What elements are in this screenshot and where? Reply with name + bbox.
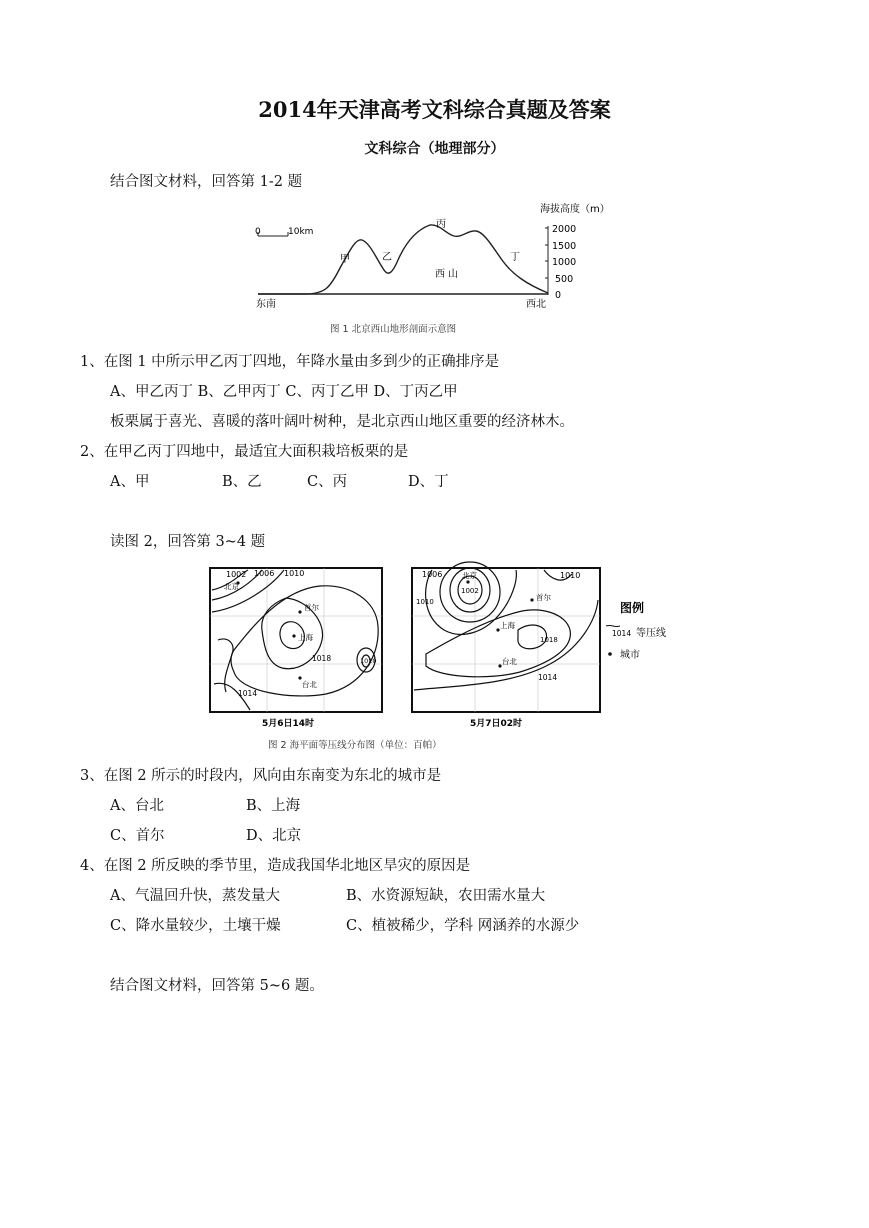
fig1-point-yi: 乙 bbox=[382, 252, 392, 263]
question-2-option-d: D、丁 bbox=[408, 474, 449, 490]
fig2-map1-isobar-1014: 1014 bbox=[238, 689, 258, 698]
fig2-map2-city-shanghai: 上海 bbox=[500, 621, 515, 630]
fig2-map1-isobar-1006: 1006 bbox=[254, 569, 275, 578]
fig2-caption: 图 2 海平面等压线分布图（单位：百帕） bbox=[268, 740, 442, 751]
fig1-region-label: 西 山 bbox=[435, 269, 459, 280]
fig1-point-ding: 丁 bbox=[510, 252, 520, 263]
fig2-map2-isobar-1014: 1014 bbox=[538, 673, 558, 682]
fig2-map2-time: 5月7日02时 bbox=[470, 719, 523, 729]
city-dot-icon bbox=[608, 652, 612, 656]
fig2-map2-city-beijing: 北京 bbox=[462, 571, 477, 580]
fig1-tick-1000: 1000 bbox=[552, 257, 577, 268]
fig1-caption: 图 1 北京西山地形剖面示意图 bbox=[330, 324, 457, 335]
fig2-legend bbox=[606, 600, 666, 661]
fig2-map1-isobar-1010-high: 1010 bbox=[360, 657, 377, 665]
fig1-right-direction: 西北 bbox=[526, 299, 546, 310]
question-1-options: A、甲乙丙丁 B、乙甲丙丁 C、丙丁乙甲 D、丁丙乙甲 bbox=[110, 384, 458, 400]
fig2-map2-isobar-1018: 1018 bbox=[540, 636, 558, 644]
svg-text:0: 0 bbox=[255, 227, 261, 237]
fig2-map1-city-shanghai: 上海 bbox=[298, 633, 313, 642]
question-4-option-d: C、植被稀少，学科 网涵养的水源少 bbox=[346, 918, 580, 934]
fig1-point-jia: 甲 bbox=[340, 254, 350, 265]
fig2-map2-city-seoul: 首尔 bbox=[536, 593, 551, 602]
fig2-map2-isobar-1006: 1006 bbox=[422, 570, 443, 579]
fig2-map-2 bbox=[412, 562, 600, 729]
intro-questions-5-6: 结合图文材料，回答第 5~6 题。 bbox=[110, 978, 324, 994]
question-2-option-c: C、丙 bbox=[307, 474, 348, 490]
fig2-map-1 bbox=[210, 568, 382, 729]
fig2-map1-city-taipei: 台北 bbox=[302, 680, 317, 689]
fig1-left-direction: 东南 bbox=[256, 299, 276, 310]
question-3-option-c: C、首尔 bbox=[110, 828, 165, 844]
fig1-tick-500: 500 bbox=[555, 274, 574, 285]
fig1-scale-label: 10km bbox=[288, 227, 314, 237]
question-4-option-c: C、降水量较少，土壤干燥 bbox=[110, 918, 281, 934]
page-title: 2014年天津高考文科综合真题及答案 bbox=[258, 97, 611, 122]
question-4-option-a: A、气温回升快，蒸发量大 bbox=[110, 888, 280, 904]
fig2-map2-isobar-1010-left: 1010 bbox=[416, 598, 434, 606]
fig1-axis-label: 海拔高度（m） bbox=[540, 204, 610, 215]
fig1-tick-2000: 2000 bbox=[552, 224, 577, 235]
question-2-stem: 2、在甲乙丙丁四地中，最适宜大面积栽培板栗的是 bbox=[80, 444, 409, 460]
intro-questions-3-4: 读图 2，回答第 3~4 题 bbox=[110, 534, 266, 550]
question-1-stem: 1、在图 1 中所示甲乙丙丁四地，年降水量由多到少的正确排序是 bbox=[80, 354, 500, 370]
question-4-option-b: B、水资源短缺，农田需水量大 bbox=[346, 888, 546, 904]
fig2-map1-isobar-1018: 1018 bbox=[312, 654, 332, 663]
fig1-tick-0: 0 bbox=[555, 290, 562, 301]
fig2-map1-isobar-1010: 1010 bbox=[284, 569, 305, 578]
passage-chestnut: 板栗属于喜光、喜暖的落叶阔叶树种，是北京西山地区重要的经济林木。 bbox=[110, 414, 574, 430]
figure-2-isobar-maps bbox=[200, 560, 690, 755]
intro-questions-1-2: 结合图文材料，回答第 1-2 题 bbox=[110, 174, 303, 190]
page-subtitle: 文科综合（地理部分） bbox=[364, 141, 505, 157]
fig2-legend-isobar-value: 1014 bbox=[612, 629, 632, 638]
fig2-legend-city-label: 城市 bbox=[620, 650, 640, 661]
question-3-option-b: B、上海 bbox=[246, 798, 301, 814]
question-3-stem: 3、在图 2 所示的时段内，风向由东南变为东北的城市是 bbox=[80, 768, 442, 784]
fig2-map1-city-seoul: 首尔 bbox=[304, 603, 319, 612]
fig2-map2-city-taipei: 台北 bbox=[502, 657, 517, 666]
fig2-legend-isobar-label: 等压线 bbox=[636, 628, 666, 639]
fig2-legend-title: 图例 bbox=[620, 601, 645, 615]
question-4-stem: 4、在图 2 所反映的季节里，造成我国华北地区旱灾的原因是 bbox=[80, 858, 471, 874]
question-3-option-d: D、北京 bbox=[246, 828, 302, 844]
question-2-option-b: B、乙 bbox=[222, 474, 262, 490]
question-2-option-a: A、甲 bbox=[110, 474, 150, 490]
fig1-point-bing: 丙 bbox=[436, 219, 446, 230]
fig2-map1-isobar-1002: 1002 bbox=[226, 570, 247, 579]
fig2-map1-city-beijing: 北京 bbox=[224, 582, 239, 591]
fig2-map1-time: 5月6日14时 bbox=[262, 719, 315, 729]
question-3-option-a: A、台北 bbox=[110, 798, 164, 814]
fig2-map2-isobar-1002: 1002 bbox=[461, 587, 479, 595]
fig2-map2-isobar-1010-right: 1010 bbox=[560, 571, 581, 580]
fig1-tick-1500: 1500 bbox=[552, 241, 577, 252]
figure-1-terrain-profile bbox=[250, 198, 620, 343]
